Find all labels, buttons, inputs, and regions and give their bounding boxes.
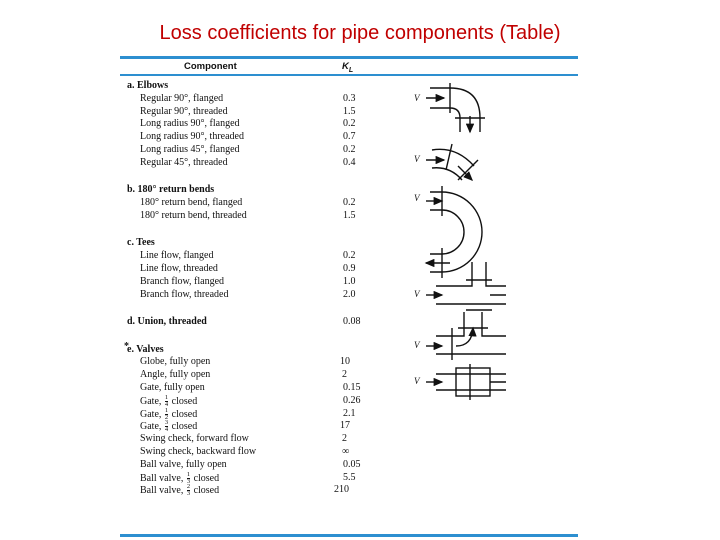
kl-value: 0.08 xyxy=(343,316,361,328)
component-label: Long radius 90°, threaded xyxy=(140,131,244,143)
kl-value: 0.26 xyxy=(343,394,361,406)
component-label: Regular 45°, threaded xyxy=(140,156,228,168)
component-label: Regular 90°, flanged xyxy=(140,92,224,104)
component-label: Ball valve, $\frac{1}{3}$ closed xyxy=(140,470,220,485)
header-component: Component xyxy=(184,61,237,72)
svg-text:V: V xyxy=(414,376,420,386)
kl-value: 2 xyxy=(342,433,347,445)
kl-value: 2.0 xyxy=(343,288,356,300)
page-title: Loss coefficients for pipe components (Table) xyxy=(159,22,561,44)
kl-value: 0.2 xyxy=(343,144,356,155)
table-bottom-rule xyxy=(120,534,578,537)
fraction: $\frac{2}{3}$ xyxy=(186,483,191,498)
kl-value: 0.2 xyxy=(343,250,356,262)
tee-branch-flow-diagram xyxy=(414,312,506,360)
header-kl: $K_L$ xyxy=(342,61,354,74)
kl-value: 210 xyxy=(334,484,349,496)
fraction: $\frac{1}{2}$ xyxy=(164,406,169,421)
component-label: Regular 90°, threaded xyxy=(140,105,228,117)
svg-text:V: V xyxy=(414,154,420,164)
kl-value: ∞ xyxy=(342,446,350,457)
union-diagram xyxy=(414,364,506,400)
kl-value: 1.5 xyxy=(343,105,356,117)
table-header-rule xyxy=(120,74,578,76)
component-label: Long radius 90°, flanged xyxy=(140,118,240,130)
component-label: Branch flow, threaded xyxy=(140,288,229,300)
section-heading: e. Valves xyxy=(127,343,164,355)
kl-value: 0.05 xyxy=(343,458,361,470)
component-label: Gate, $\frac{1}{2}$ closed xyxy=(140,406,198,421)
component-label: Swing check, forward flow xyxy=(140,433,249,445)
table-top-rule xyxy=(120,56,578,59)
component-label: Swing check, backward flow xyxy=(140,446,257,457)
component-label: 180° return bend, flanged xyxy=(140,197,243,209)
tee-line-flow-diagram xyxy=(414,262,506,310)
svg-text:V: V xyxy=(414,93,420,103)
elbow-45-diagram xyxy=(414,144,478,180)
fitting-diagrams xyxy=(406,80,506,400)
section-heading: c. Tees xyxy=(127,237,155,249)
component-label: Angle, fully open xyxy=(140,369,211,381)
component-label: Line flow, flanged xyxy=(140,250,214,262)
fraction: $\frac{3}{4}$ xyxy=(164,419,169,434)
component-label: Gate, fully open xyxy=(140,382,205,393)
kl-value: 1.5 xyxy=(343,209,356,221)
kl-value: 0.2 xyxy=(343,118,356,130)
component-label: Ball valve, $\frac{2}{3}$ closed xyxy=(140,483,220,498)
kl-value: 10 xyxy=(340,356,350,368)
fraction: $\frac{1}{3}$ xyxy=(186,470,191,485)
component-label: Line flow, threaded xyxy=(140,263,218,274)
component-label: Ball valve, fully open xyxy=(140,458,227,470)
component-label: Globe, fully open xyxy=(140,356,211,368)
kl-value: 5.5 xyxy=(343,471,356,483)
kl-value: 2 xyxy=(342,369,347,381)
kl-value: 2.1 xyxy=(343,407,356,419)
section-heading: d. Union, threaded xyxy=(127,316,207,328)
component-label: Gate, $\frac{3}{4}$ closed xyxy=(140,419,198,434)
kl-value: 17 xyxy=(340,420,350,432)
component-label: Long radius 45°, flanged xyxy=(140,144,240,155)
component-label: 180° return bend, threaded xyxy=(140,209,247,221)
kl-value: 0.9 xyxy=(343,263,356,274)
kl-value: 0.15 xyxy=(343,382,361,393)
svg-text:V: V xyxy=(414,340,420,350)
elbow-90-diagram xyxy=(414,83,485,132)
loss-coefficient-table xyxy=(120,56,578,540)
section-marker: * xyxy=(124,340,129,352)
svg-text:V: V xyxy=(414,289,420,299)
section-heading: a. Elbows xyxy=(127,80,169,91)
kl-value: 1.0 xyxy=(343,275,356,287)
kl-value: 0.2 xyxy=(343,197,356,209)
fraction: $\frac{1}{4}$ xyxy=(164,393,169,408)
kl-value: 0.4 xyxy=(343,156,356,168)
svg-text:V: V xyxy=(414,193,420,203)
component-label: Branch flow, flanged xyxy=(140,275,225,287)
section-heading: b. 180° return bends xyxy=(127,184,215,196)
kl-value: 0.7 xyxy=(343,131,356,143)
kl-value: 0.3 xyxy=(343,92,356,104)
component-label: Gate, $\frac{1}{4}$ closed xyxy=(140,393,198,408)
